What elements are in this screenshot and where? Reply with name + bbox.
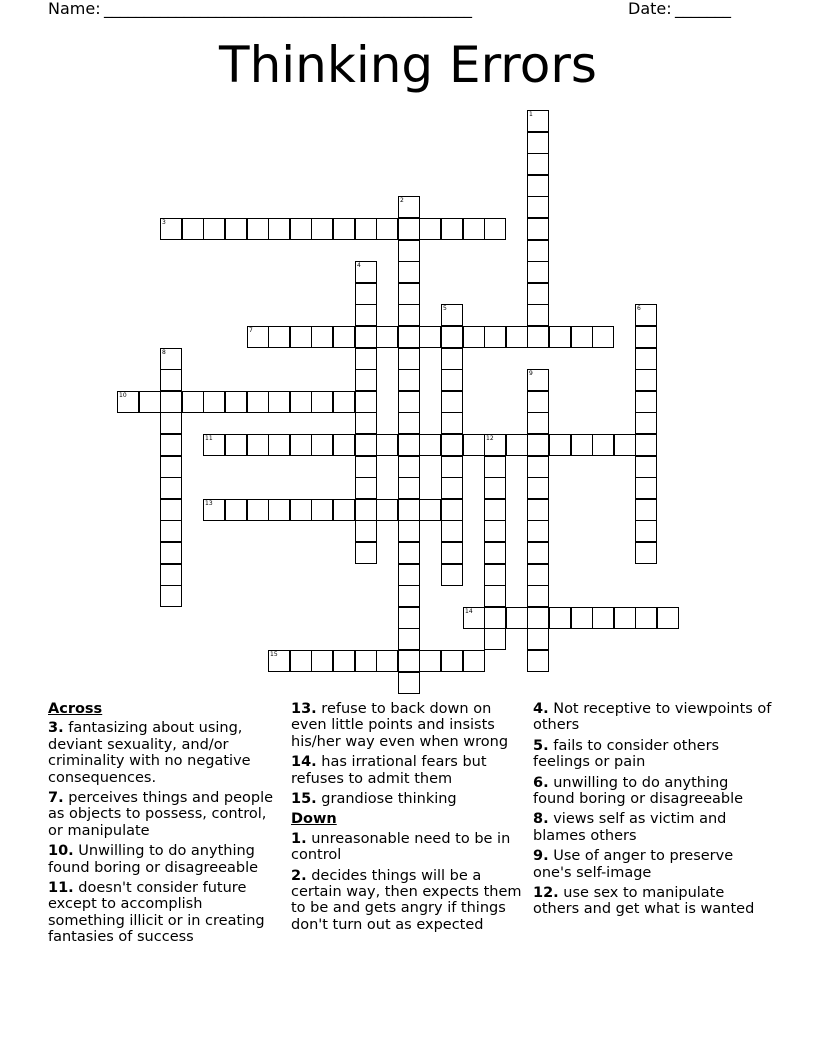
clue-down-5: 5. fails to consider others feelings or pain — [533, 737, 720, 771]
grid-cell[interactable] — [592, 434, 614, 456]
grid-cell[interactable] — [484, 542, 506, 564]
clue-across-10: 10. Unwilling to do anything found boring or disagreeable — [48, 843, 259, 876]
grid-cell[interactable] — [398, 564, 420, 586]
grid-cell[interactable] — [203, 499, 225, 521]
grid-cell[interactable] — [268, 434, 290, 456]
grid-cell[interactable] — [635, 304, 657, 326]
grid-cell[interactable] — [419, 218, 441, 240]
grid-cell[interactable] — [527, 304, 549, 326]
grid-cell[interactable] — [355, 326, 377, 348]
clue-number: 9 — [529, 370, 533, 377]
grid-cell[interactable] — [311, 650, 333, 672]
clue-down-8: 8. views self as victim and blames others — [533, 811, 727, 844]
grid-cell[interactable] — [506, 607, 528, 629]
grid-cell[interactable] — [333, 218, 355, 240]
grid-cell[interactable] — [160, 434, 182, 456]
grid-cell[interactable] — [311, 326, 333, 348]
grid-cell[interactable] — [355, 348, 377, 370]
grid-cell[interactable] — [398, 348, 420, 370]
grid-cell[interactable] — [355, 477, 377, 499]
grid-cell[interactable] — [398, 607, 420, 629]
grid-cell[interactable] — [160, 520, 182, 542]
grid-cell[interactable] — [484, 564, 506, 586]
grid-cell[interactable] — [182, 391, 204, 413]
grid-cell[interactable] — [398, 304, 420, 326]
grid-cell[interactable] — [549, 326, 571, 348]
grid-cell[interactable] — [484, 585, 506, 607]
grid-cell[interactable] — [635, 499, 657, 521]
grid-cell[interactable] — [398, 628, 420, 650]
grid-cell[interactable] — [571, 434, 593, 456]
grid-cell[interactable] — [635, 434, 657, 456]
grid-cell[interactable] — [484, 499, 506, 521]
grid-cell[interactable] — [635, 456, 657, 478]
clues-column-3 — [533, 701, 773, 922]
grid-cell[interactable] — [355, 434, 377, 456]
name-field[interactable]: ______________________________________________ — [104, 0, 472, 18]
grid-cell[interactable] — [398, 434, 420, 456]
grid-cell[interactable] — [527, 110, 549, 132]
clue-across-3: 3. fantasizing about using, deviant sexuality, and/or criminality with no negative consequences. — [48, 720, 251, 786]
grid-cell[interactable] — [355, 499, 377, 521]
grid-cell[interactable] — [527, 564, 549, 586]
clue-across-15: 15. grandiose thinking — [291, 791, 457, 808]
grid-cell[interactable] — [268, 326, 290, 348]
grid-cell[interactable] — [657, 607, 679, 629]
grid-cell[interactable] — [549, 607, 571, 629]
grid-cell[interactable] — [527, 391, 549, 413]
grid-cell[interactable] — [441, 499, 463, 521]
grid-cell[interactable] — [484, 434, 506, 456]
clue-number: 14 — [465, 608, 473, 615]
clue-down-1: 1. unreasonable need to be in control — [291, 830, 511, 864]
clue-number: 10 — [119, 392, 127, 399]
grid-cell[interactable] — [225, 218, 247, 240]
clue-across-7: 7. perceives things and people as objects to possess, control, or manipulate — [48, 790, 274, 839]
grid-cell[interactable] — [484, 326, 506, 348]
grid-cell[interactable] — [419, 434, 441, 456]
grid-cell[interactable] — [463, 434, 485, 456]
grid-cell[interactable] — [203, 391, 225, 413]
clue-down-2: 2. decides things will be a certain way, then expects them to be and gets angry if things don't turn out as expected — [291, 867, 522, 933]
clues-column-1 — [48, 701, 280, 950]
grid-cell[interactable] — [527, 650, 549, 672]
grid-cell[interactable] — [117, 391, 139, 413]
clue-down-4: 4. Not receptive to viewpoints of others — [533, 701, 772, 734]
grid-cell[interactable] — [398, 261, 420, 283]
clue-number: 15 — [270, 651, 278, 658]
clues-column-2 — [291, 701, 523, 937]
grid-cell[interactable] — [290, 434, 312, 456]
grid-cell[interactable] — [441, 650, 463, 672]
grid-cell[interactable] — [484, 607, 506, 629]
grid-cell[interactable] — [441, 218, 463, 240]
clue-number: 12 — [486, 435, 494, 442]
grid-cell[interactable] — [160, 412, 182, 434]
grid-cell[interactable] — [635, 477, 657, 499]
grid-cell[interactable] — [441, 412, 463, 434]
grid-cell[interactable] — [527, 628, 549, 650]
clue-number: 11 — [205, 435, 213, 442]
grid-cell[interactable] — [635, 412, 657, 434]
grid-cell[interactable] — [527, 153, 549, 175]
date-field[interactable]: _______ — [675, 0, 731, 18]
grid-cell[interactable] — [311, 218, 333, 240]
grid-cell[interactable] — [635, 369, 657, 391]
clue-number: 2 — [400, 197, 404, 204]
grid-cell[interactable] — [355, 304, 377, 326]
grid-cell[interactable] — [441, 564, 463, 586]
grid-cell[interactable] — [527, 132, 549, 154]
grid-cell[interactable] — [549, 434, 571, 456]
grid-cell[interactable] — [398, 240, 420, 262]
grid-cell[interactable] — [160, 369, 182, 391]
grid-cell[interactable] — [311, 391, 333, 413]
grid-cell[interactable] — [247, 499, 269, 521]
grid-cell[interactable] — [441, 326, 463, 348]
grid-cell[interactable] — [355, 650, 377, 672]
grid-cell[interactable] — [441, 304, 463, 326]
grid-cell[interactable] — [160, 585, 182, 607]
grid-cell[interactable] — [398, 672, 420, 694]
grid-cell[interactable] — [527, 261, 549, 283]
grid-cell[interactable] — [635, 520, 657, 542]
grid-cell[interactable] — [614, 434, 636, 456]
grid-cell[interactable] — [355, 218, 377, 240]
grid-cell[interactable] — [506, 326, 528, 348]
grid-cell[interactable] — [355, 456, 377, 478]
grid-cell[interactable] — [484, 628, 506, 650]
grid-cell[interactable] — [290, 326, 312, 348]
clue-number: 5 — [443, 305, 447, 312]
grid-cell[interactable] — [203, 434, 225, 456]
grid-cell[interactable] — [333, 326, 355, 348]
grid-cell[interactable] — [355, 412, 377, 434]
grid-cell[interactable] — [571, 326, 593, 348]
grid-cell[interactable] — [441, 391, 463, 413]
grid-cell[interactable] — [398, 391, 420, 413]
grid-cell[interactable] — [203, 218, 225, 240]
grid-cell[interactable] — [160, 542, 182, 564]
grid-cell[interactable] — [268, 391, 290, 413]
grid-cell[interactable] — [614, 607, 636, 629]
grid-cell[interactable] — [247, 326, 269, 348]
grid-cell[interactable] — [247, 434, 269, 456]
grid-cell[interactable] — [527, 218, 549, 240]
grid-cell[interactable] — [635, 391, 657, 413]
grid-cell[interactable] — [355, 520, 377, 542]
grid-cell[interactable] — [376, 499, 398, 521]
clue-down-6: 6. unwilling to do anything found boring or disagreeable — [533, 774, 744, 808]
grid-cell[interactable] — [398, 369, 420, 391]
grid-cell[interactable] — [398, 585, 420, 607]
grid-cell[interactable] — [463, 650, 485, 672]
grid-cell[interactable] — [333, 391, 355, 413]
grid-cell[interactable] — [247, 218, 269, 240]
clue-number: 7 — [249, 327, 253, 334]
grid-cell[interactable] — [398, 542, 420, 564]
grid-cell[interactable] — [441, 542, 463, 564]
grid-cell[interactable] — [268, 650, 290, 672]
grid-cell[interactable] — [311, 434, 333, 456]
grid-cell[interactable] — [160, 477, 182, 499]
grid-cell[interactable] — [527, 456, 549, 478]
grid-cell[interactable] — [398, 477, 420, 499]
grid-cell[interactable] — [592, 607, 614, 629]
grid-cell[interactable] — [290, 391, 312, 413]
grid-cell[interactable] — [527, 196, 549, 218]
grid-cell[interactable] — [376, 326, 398, 348]
grid-cell[interactable] — [571, 607, 593, 629]
grid-cell[interactable] — [290, 650, 312, 672]
clue-down-12: 12. use sex to manipulate others and get what is wanted — [533, 885, 755, 918]
grid-cell[interactable] — [527, 412, 549, 434]
clue-across-13: 13. refuse to back down on even little points and insists his/her way even when wrong — [291, 701, 509, 750]
grid-cell[interactable] — [527, 499, 549, 521]
grid-cell[interactable] — [290, 499, 312, 521]
grid-cell[interactable] — [398, 650, 420, 672]
clue-number: 4 — [357, 262, 361, 269]
grid-cell[interactable] — [333, 434, 355, 456]
grid-cell[interactable] — [635, 607, 657, 629]
grid-cell[interactable] — [484, 520, 506, 542]
clue-number: 1 — [529, 111, 533, 118]
grid-cell[interactable] — [225, 391, 247, 413]
clue-number: 3 — [162, 219, 166, 226]
grid-cell[interactable] — [333, 499, 355, 521]
date-label: Date: — [628, 0, 672, 18]
grid-cell[interactable] — [225, 499, 247, 521]
grid-cell[interactable] — [441, 520, 463, 542]
grid-cell[interactable] — [160, 456, 182, 478]
grid-cell[interactable] — [441, 477, 463, 499]
grid-cell[interactable] — [355, 391, 377, 413]
clue-number: 6 — [637, 305, 641, 312]
across-heading: Across — [48, 701, 103, 717]
grid-cell[interactable] — [355, 542, 377, 564]
grid-cell[interactable] — [635, 326, 657, 348]
grid-cell[interactable] — [592, 326, 614, 348]
grid-cell[interactable] — [398, 196, 420, 218]
grid-cell[interactable] — [441, 369, 463, 391]
grid-cell[interactable] — [355, 283, 377, 305]
grid-cell[interactable] — [419, 326, 441, 348]
grid-cell[interactable] — [376, 218, 398, 240]
down-heading: Down — [291, 811, 337, 828]
grid-cell[interactable] — [398, 456, 420, 478]
grid-cell[interactable] — [527, 607, 549, 629]
grid-cell[interactable] — [463, 218, 485, 240]
grid-cell[interactable] — [527, 585, 549, 607]
grid-cell[interactable] — [527, 283, 549, 305]
grid-cell[interactable] — [463, 326, 485, 348]
clue-down-9: 9. Use of anger to preserve one's self-image — [533, 848, 734, 881]
grid-cell[interactable] — [376, 650, 398, 672]
grid-cell[interactable] — [355, 369, 377, 391]
grid-cell[interactable] — [527, 434, 549, 456]
grid-cell[interactable] — [419, 499, 441, 521]
grid-cell[interactable] — [398, 520, 420, 542]
grid-cell[interactable] — [182, 218, 204, 240]
grid-cell[interactable] — [463, 607, 485, 629]
grid-cell[interactable] — [635, 542, 657, 564]
clue-number: 13 — [205, 500, 213, 507]
grid-cell[interactable] — [160, 564, 182, 586]
grid-cell[interactable] — [484, 218, 506, 240]
grid-cell[interactable] — [268, 499, 290, 521]
grid-cell[interactable] — [225, 434, 247, 456]
grid-cell[interactable] — [160, 218, 182, 240]
grid-cell[interactable] — [398, 499, 420, 521]
grid-cell[interactable] — [527, 542, 549, 564]
grid-cell[interactable] — [527, 326, 549, 348]
clue-number: 8 — [162, 349, 166, 356]
grid-cell[interactable] — [527, 175, 549, 197]
grid-cell[interactable] — [160, 499, 182, 521]
page-title: Thinking Errors — [219, 36, 597, 94]
clue-across-11: 11. doesn't consider future except to accomplish something illicit or in creating fantasies of success — [48, 880, 265, 946]
grid-cell[interactable] — [506, 434, 528, 456]
grid-cell[interactable] — [398, 326, 420, 348]
grid-cell[interactable] — [527, 369, 549, 391]
grid-cell[interactable] — [527, 477, 549, 499]
grid-cell[interactable] — [635, 348, 657, 370]
name-label: Name: — [48, 0, 101, 18]
grid-cell[interactable] — [484, 456, 506, 478]
grid-cell[interactable] — [139, 391, 161, 413]
clue-across-14: 14. has irrational fears but refuses to admit them — [291, 754, 487, 787]
grid-cell[interactable] — [398, 218, 420, 240]
grid-cell[interactable] — [484, 477, 506, 499]
grid-cell[interactable] — [333, 650, 355, 672]
grid-cell[interactable] — [419, 650, 441, 672]
grid-cell[interactable] — [268, 218, 290, 240]
grid-cell[interactable] — [311, 499, 333, 521]
grid-cell[interactable] — [527, 520, 549, 542]
grid-cell[interactable] — [376, 434, 398, 456]
grid-cell[interactable] — [441, 434, 463, 456]
grid-cell[interactable] — [441, 348, 463, 370]
grid-cell[interactable] — [160, 391, 182, 413]
grid-cell[interactable] — [527, 240, 549, 262]
grid-cell[interactable] — [355, 261, 377, 283]
grid-cell[interactable] — [247, 391, 269, 413]
grid-cell[interactable] — [398, 283, 420, 305]
grid-cell[interactable] — [398, 412, 420, 434]
grid-cell[interactable] — [290, 218, 312, 240]
grid-cell[interactable] — [160, 348, 182, 370]
grid-cell[interactable] — [441, 456, 463, 478]
